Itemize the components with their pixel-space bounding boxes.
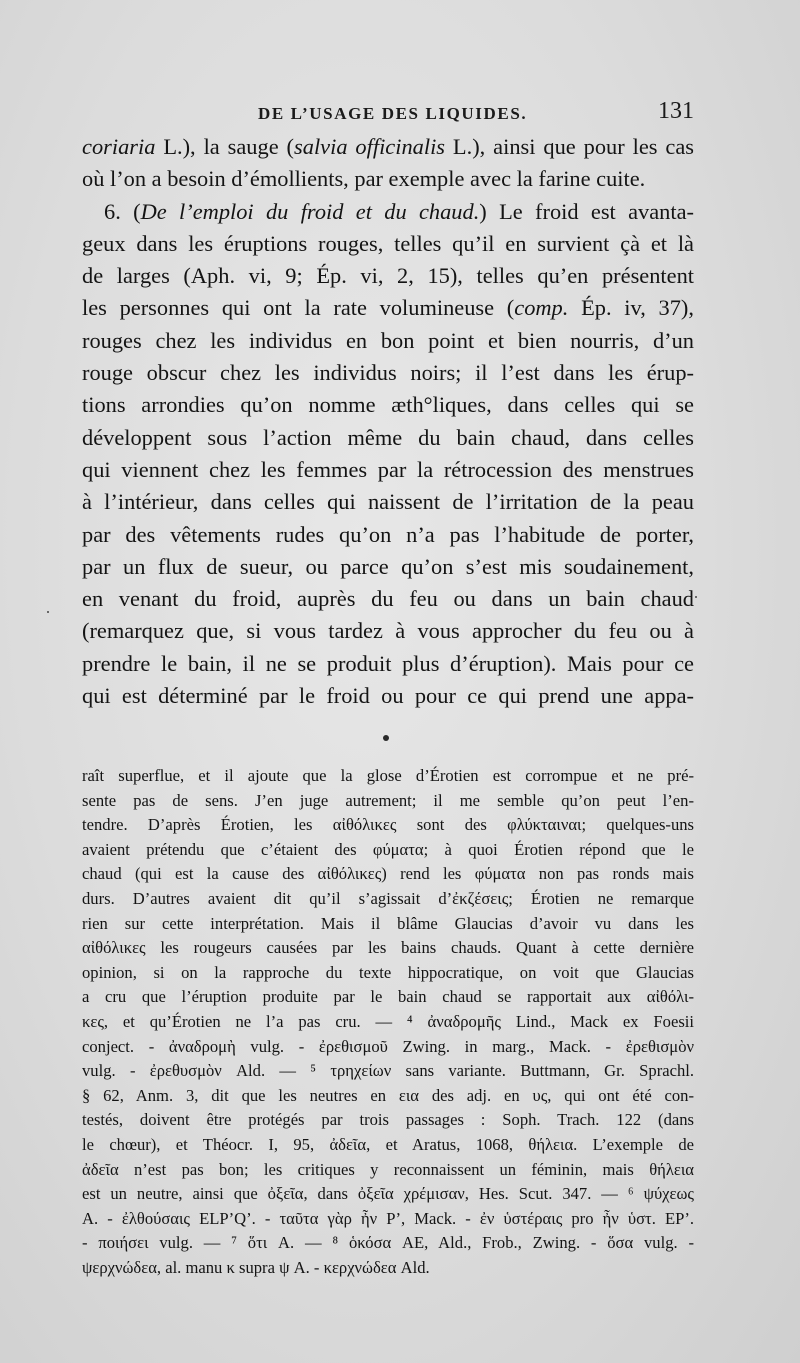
text-line <box>82 389 694 421</box>
paper-speck <box>695 596 697 598</box>
text-line <box>82 292 694 324</box>
text-segment: 6. ( <box>104 198 141 224</box>
footnote-line: conject. - ἀναδρομὴ vulg. - ἐρεθισμοῦ Zwing. in marg., Mack. - ἐρεθισμὸν <box>82 1036 694 1056</box>
text-segment: où l’on a besoin d’émollients, par exemple avec la farine cuite. <box>82 166 646 192</box>
text-segment: les personnes qui ont la rate volumineuse ( <box>82 295 515 321</box>
text-line <box>82 357 694 389</box>
text-line <box>82 454 694 486</box>
footnote-line: - ποιήσει vulg. — ⁷ ὅτι A. — ⁸ ὁκόσα AE, Ald., Frob., Zwing. - ὅσα vulg. - <box>82 1233 694 1253</box>
text-segment: de larges (Aph. vi, 9; Ép. vi, 2, 15), telles qu’en présentent <box>82 263 694 289</box>
footnote-line: αἰθόλικες les rougeurs causées par les bains chauds. Quant à cette dernière <box>82 938 694 958</box>
footnote-line: durs. D’autres avaient dit qu’il s’agissait d’ἐκζέσεις; Érotien ne remarque <box>82 888 694 908</box>
text-line <box>82 486 694 518</box>
text-line <box>82 519 694 551</box>
text-line <box>82 196 694 228</box>
text-segment: développent sous l’action même du bain chaud, dans celles <box>82 424 694 450</box>
text-line <box>82 163 694 195</box>
text-segment: rouge obscur chez les individus noirs; il l’est dans les érup- <box>82 360 694 386</box>
footnote-line: est un neutre, ainsi que ὀξεῖα, dans ὀξεῖα χρέμισαν, Hes. Scut. 347. — ⁶ ψύχεως <box>82 1184 694 1204</box>
footnote-line: ἀδεῖα n’est pas bon; les critiques y reconnaissent un féminin, mais θήλεια <box>82 1159 694 1179</box>
text-segment: qui est déterminé par le froid ou pour ce qui prend une appa- <box>82 683 694 709</box>
text-line <box>82 648 694 680</box>
text-segment: tions arrondies qu’on nomme æth°liques, dans celles qui se <box>82 392 694 418</box>
footnote-line: κες, et qu’Érotien ne l’a pas cru. — ⁴ ἀναδρομῆς Lind., Mack ex Foesii <box>82 1011 694 1031</box>
footnote-line: § 62, Anm. 3, dit que les neutres en εια des adj. en υς, qui ont été con- <box>82 1085 694 1105</box>
footnote-line: avaient prétendu que c’étaient des φύματα; à quoi Érotien répond que le <box>82 839 694 859</box>
text-line <box>82 228 694 260</box>
text-segment: Ép. iv, 37), <box>568 295 694 321</box>
text-line <box>82 615 694 647</box>
text-line <box>82 131 694 163</box>
text-line <box>82 583 694 615</box>
text-line <box>82 680 694 712</box>
text-segment: par des vêtements rudes qu’on n’a pas l’habitude de porter, <box>82 521 694 547</box>
italic-segment: salvia officinalis <box>294 134 445 159</box>
text-segment: prendre le bain, il ne se produit plus d’éruption). Mais pour ce <box>82 650 694 676</box>
footnote-line: opinion, si on la rapproche du texte hippocratique, on voit que Glaucias <box>82 962 694 982</box>
footnote-line: raît superflue, et il ajoute que la glose d’Érotien est corrompue et ne pré- <box>82 766 694 785</box>
footnote-line: ψερχνώδεα, al. manu κ supra ψ A. - κερχνώδεα Ald. <box>82 1257 430 1277</box>
text-segment: L.), ainsi que pour les cas <box>445 134 694 159</box>
main-text <box>82 131 694 712</box>
text-line <box>82 422 694 454</box>
text-line <box>82 551 694 583</box>
footnote-line: tendre. D’après Érotien, les αἰθόλικες sont des φλύκταιναι; quelques-uns <box>82 815 694 835</box>
text-segment: ) Le froid est avanta- <box>479 198 694 224</box>
italic-segment: coriaria <box>82 134 156 159</box>
text-segment: rouges chez les individus en bon point et bien nourris, d’un <box>82 327 694 353</box>
text-line <box>82 260 694 292</box>
text-line <box>82 325 694 357</box>
footnote-line: testés, doivent être protégés par trois passages : Soph. Trach. 122 (dans <box>82 1110 694 1130</box>
italic-segment: De l’emploi du froid et du chaud. <box>140 198 480 224</box>
text-segment: L.), la sauge ( <box>155 134 295 159</box>
footnote-line: rien sur cette interprétation. Mais il blâme Glaucias d’avoir vu dans les <box>82 913 694 933</box>
footnote-line: chaud (qui est la cause des αἰθόλικες) rend les φύματα non pas ronds mais <box>82 864 694 884</box>
text-segment: (remarquez que, si vous tardez à vous approcher du feu ou à <box>82 618 694 644</box>
footnotes <box>82 764 694 1280</box>
text-segment: à l’intérieur, dans celles qui naissent de l’irritation de la peau <box>82 489 694 515</box>
footnote-line: a cru que l’éruption produite par le bain chaud se rapportait aux αἰθόλι- <box>82 987 694 1007</box>
text-segment: qui viennent chez les femmes par la rétrocession des menstrues <box>82 456 694 482</box>
footnote-line: le chœur), et Théocr. I, 95, ἀδεῖα, et Aratus, 1068, θήλεια. L’exemple de <box>82 1134 694 1154</box>
running-title: DE L’USAGE DES LIQUIDES. <box>258 104 528 123</box>
text-segment: geux dans les éruptions rouges, telles qu’il en survient çà et là <box>82 230 694 256</box>
text-segment: par un flux de sueur, ou parce qu’on s’est mis soudainement, <box>82 553 694 579</box>
italic-segment: comp. <box>514 295 569 321</box>
paper-speck <box>47 611 49 613</box>
page-number: 131 <box>658 98 694 124</box>
footnote-divider-mark <box>383 735 389 741</box>
page-header <box>258 98 694 132</box>
footnote-line: A. - ἐλθούσαις ELP’Q’. - ταῦτα γὰρ ἦν P’, Mack. - ἐν ὑστέραις pro ἦν ὑστ. EP’. <box>82 1208 694 1228</box>
footnote-line: sente pas de sens. J’en juge autrement; il me semble qu’on peut l’en- <box>82 790 694 810</box>
footnote-line: vulg. - ἐρεθυσμὸν Ald. — ⁵ τρηχείων sans variante. Buttmann, Gr. Sprachl. <box>82 1061 694 1081</box>
text-segment: en venant du froid, auprès du feu ou dans un bain chaud <box>82 586 694 612</box>
